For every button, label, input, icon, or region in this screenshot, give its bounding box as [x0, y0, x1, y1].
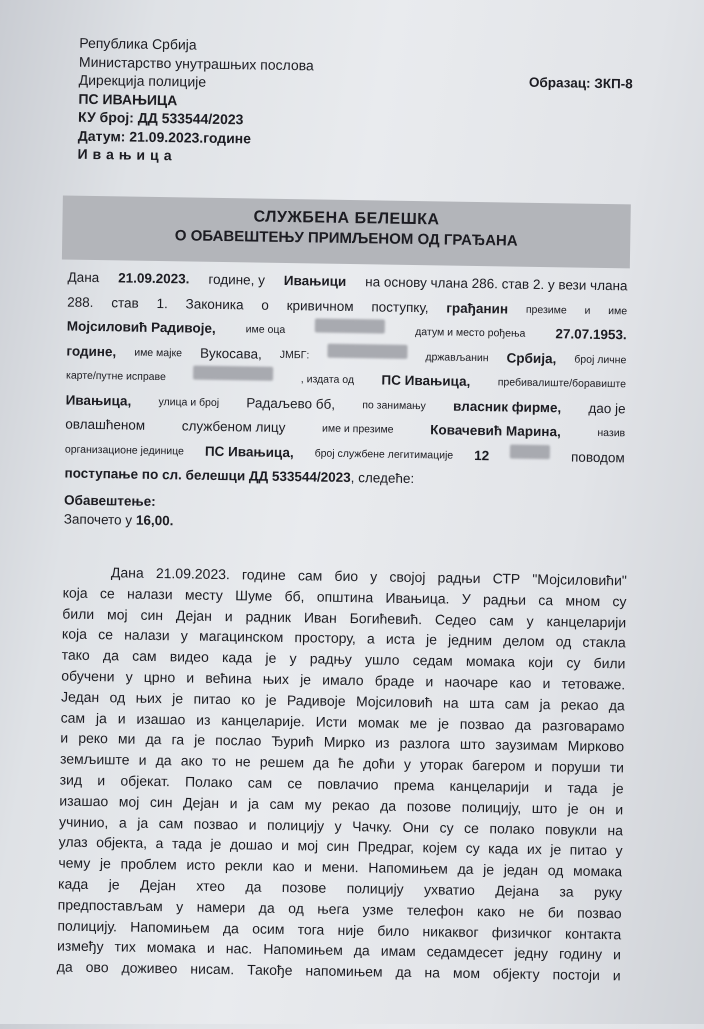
- statement-word: рекао: [331, 796, 370, 814]
- statement-word: Дејан: [175, 606, 213, 624]
- statement-word: и: [138, 751, 147, 769]
- statement-word: повлачио: [317, 775, 379, 793]
- statement-word: Иван: [303, 608, 337, 626]
- statement-word: годину: [558, 945, 603, 963]
- statement-word: рекли: [224, 857, 263, 874]
- statement-word: учинио,: [58, 813, 109, 830]
- statement-word: Такође: [247, 961, 293, 979]
- statement-word: њега: [317, 900, 350, 917]
- statement-word: од: [109, 689, 126, 706]
- statement-word: да: [222, 919, 240, 936]
- statement-word: га: [171, 731, 185, 748]
- header-directorate: Дирекција полиције: [78, 71, 207, 90]
- statement-word: Полако: [184, 773, 233, 791]
- statement-word: никаквог: [422, 922, 479, 940]
- statement-word: се: [287, 775, 303, 792]
- statement-word: је: [567, 800, 579, 817]
- intro-row: 288. став 1. Законика о кривичном поступку, грађанин презиме и име: [67, 294, 628, 317]
- statement-word: у: [615, 842, 623, 859]
- statement-word: радник: [245, 607, 292, 625]
- statement-word: делом: [503, 632, 545, 650]
- statement-word: имам: [380, 942, 416, 960]
- statement-word: објекту: [492, 965, 540, 983]
- statement-word: разлога: [399, 735, 451, 753]
- statement-word: мом: [452, 964, 481, 982]
- statement-word: браде: [374, 672, 415, 690]
- statement-word: послао: [215, 732, 262, 750]
- statement-word: да: [56, 958, 73, 975]
- statement-word: године: [241, 566, 286, 584]
- statement-word: да: [457, 860, 474, 878]
- statement-word: мном: [565, 592, 601, 609]
- statement-word: имало: [322, 671, 364, 689]
- statement-word: хтео: [196, 877, 226, 895]
- statement-word: питао: [193, 690, 231, 707]
- statement-word: било: [377, 922, 410, 939]
- statement-word: а: [155, 835, 164, 852]
- statement-word: били: [62, 605, 95, 622]
- statement-word: предпостављам: [57, 896, 163, 914]
- statement-word: момака: [465, 653, 516, 670]
- statement-word: телефон: [406, 901, 464, 919]
- statement-word: је: [265, 649, 277, 667]
- statement-word: тада: [171, 835, 203, 853]
- statement-word: на: [442, 694, 459, 711]
- statement-word: ме: [409, 714, 428, 731]
- statement-word: магацинском: [198, 628, 284, 646]
- statement-word: Напомињем: [263, 941, 343, 959]
- statement-word: ушло: [364, 651, 400, 669]
- statement-word: са: [538, 591, 554, 609]
- statement-word: СТР: [492, 570, 521, 587]
- statement-word: што: [531, 799, 558, 817]
- statement-word: не: [518, 903, 535, 920]
- statement-word: и: [615, 801, 624, 818]
- statement-word: син: [140, 606, 164, 623]
- statement-word: син: [149, 793, 173, 811]
- statement-word: седам: [412, 652, 453, 669]
- statement-word: ја: [137, 814, 149, 831]
- statement-word: позвао: [193, 815, 239, 832]
- statement-word: тако: [61, 646, 90, 664]
- statement-word: нисам.: [190, 960, 235, 978]
- statement-word: поруши: [551, 758, 601, 776]
- statement-word: он: [589, 800, 605, 817]
- statement-word: У: [461, 590, 471, 607]
- statement-word: на: [424, 964, 441, 981]
- statement-word: како: [476, 902, 506, 920]
- statement-word: Дана: [110, 564, 144, 581]
- statement-word: радњу: [309, 650, 353, 668]
- statement-word: Ђурић: [271, 733, 314, 750]
- intro-row: Мојсиловић Радивоје, име оца датум и место рођења 27.07.1953.: [66, 318, 627, 343]
- statement-word: и: [612, 967, 621, 984]
- statement-word: као: [509, 674, 532, 691]
- statement-word: Мојсиловић: [355, 692, 433, 711]
- statement-word: да: [380, 797, 397, 814]
- statement-word: ће: [338, 755, 355, 772]
- statement-word: контакта: [565, 925, 622, 942]
- statement-word: у: [370, 568, 378, 585]
- intro-row: Ивањица, улица и број Радаљево бб, по занимању власник фирме, дао је: [65, 392, 626, 416]
- header-city: Ивањица: [77, 145, 177, 164]
- statement-word: су: [566, 654, 581, 671]
- notice-started: Започето у 16,00.: [63, 511, 174, 528]
- statement-word: и: [229, 794, 238, 812]
- statement-word: Ивањица.: [385, 589, 450, 607]
- statement-word: их: [526, 841, 542, 858]
- statement-word: да: [155, 752, 172, 769]
- statement-word: објекат.: [120, 772, 170, 790]
- statement-word: повукли: [544, 820, 598, 838]
- intro-row: овлашћеном службеном лицу име и презиме Ковачевић Марина, назив: [65, 416, 626, 440]
- statement-word: проблем: [120, 855, 177, 873]
- statement-word: из: [196, 711, 211, 728]
- statement-word: наочаре: [444, 673, 499, 691]
- statement-word: између: [56, 937, 104, 955]
- statement-word: напомињем: [305, 962, 383, 980]
- statement-word: нас.: [225, 940, 253, 957]
- statement-word: то: [211, 753, 227, 770]
- statement-word: сам: [158, 814, 184, 832]
- statement-word: доживео: [121, 959, 178, 977]
- statement-word: седамдесет: [426, 943, 504, 961]
- statement-word: а: [366, 630, 375, 647]
- intro-row: године, име мајке Вукосава, ЈМБГ: држављанин Србија, број личне: [66, 343, 627, 366]
- statement-word: је: [172, 690, 184, 707]
- statement-word: и: [60, 729, 69, 747]
- statement-word: у: [334, 817, 342, 834]
- statement-word: момак: [357, 713, 400, 731]
- statement-word: сам: [247, 774, 273, 791]
- document-subtitle: О ОБАВЕШТЕЊУ ПРИМЉЕНОМ ОД ГРАЂАНА: [174, 227, 518, 250]
- statement-word: Чачку.: [352, 817, 393, 835]
- statement-word: и: [544, 779, 553, 796]
- statement-word: су: [465, 840, 480, 857]
- statement-word: која: [61, 625, 88, 643]
- statement-word: ово: [85, 959, 109, 976]
- statement-word: од: [288, 899, 304, 917]
- statement-word: радњи: [437, 569, 481, 587]
- statement-word: полицију: [346, 879, 404, 897]
- statement-word: багером: [471, 757, 526, 774]
- statement-word: када: [221, 649, 253, 666]
- statement-word: и: [542, 675, 551, 692]
- statement-word: Богићевић.: [349, 609, 423, 627]
- statement-word: разговарамо: [541, 716, 625, 734]
- statement-word: земљиште: [59, 750, 130, 768]
- statement-word: својој: [389, 568, 426, 586]
- statement-word: руку: [593, 883, 623, 901]
- statement-word: сам: [297, 567, 323, 584]
- statement-word: и: [281, 837, 290, 854]
- statement-word: бб,: [284, 587, 305, 605]
- statement-word: канцеларије.: [221, 711, 305, 729]
- statement-word: је: [108, 876, 120, 893]
- statement-word: мени.: [321, 858, 359, 876]
- statement-word: је: [550, 841, 562, 858]
- statement-word: Они: [402, 818, 430, 835]
- statement-word: Седео: [434, 610, 477, 628]
- statement-word: као: [272, 858, 295, 875]
- statement-word: Исти: [315, 713, 348, 730]
- header-date: Датум: 21.09.2023.године: [77, 127, 252, 146]
- statement-word: Један: [60, 688, 100, 705]
- document-title: СЛУЖБЕНА БЕЛЕШКА: [253, 208, 440, 229]
- statement-word: полицију,: [461, 798, 522, 816]
- intro-row: Дана 21.09.2023. године, у Ивањици на основу члана 286. став 2. у вези члана: [67, 269, 628, 294]
- statement-word: и: [97, 772, 106, 789]
- statement-word: Мирко: [323, 734, 366, 751]
- document-header: [77, 34, 314, 167]
- statement-text: [57, 562, 627, 987]
- statement-word: да: [353, 942, 370, 959]
- statement-word: дошао: [229, 836, 273, 854]
- statement-word: заузимам: [495, 736, 558, 754]
- intro-paragraph: [64, 266, 628, 537]
- statement-word: и: [425, 673, 434, 690]
- statement-word: стакла: [582, 634, 626, 651]
- statement-word: ја: [95, 709, 108, 726]
- statement-word: од: [555, 633, 572, 650]
- statement-word: зид: [59, 771, 83, 788]
- statement-word: намери: [196, 898, 246, 916]
- statement-word: ми: [117, 730, 136, 748]
- intro-row: поступање по сл. белешци ДД 533544/2023, следеће:: [64, 465, 415, 487]
- statement-word: и: [612, 946, 622, 963]
- statement-word: му: [304, 796, 322, 813]
- statement-word: чему: [58, 854, 91, 872]
- statement-word: сам: [489, 611, 514, 629]
- statement-word: и: [224, 607, 233, 624]
- redacted-field: [315, 318, 385, 333]
- redacted-field: [193, 366, 273, 381]
- statement-word: налази: [126, 585, 173, 603]
- statement-word: рекао: [560, 696, 599, 713]
- statement-word: да: [102, 647, 120, 664]
- statement-word: у: [180, 627, 189, 644]
- statement-word: мој: [118, 793, 140, 810]
- statement-word: мој: [297, 837, 319, 854]
- statement-word: био: [334, 567, 359, 585]
- form-code: Образац: ЗКП-8: [528, 74, 633, 92]
- statement-word: општина: [316, 588, 374, 606]
- statement-word: и: [117, 709, 126, 727]
- statement-word: за: [559, 883, 574, 900]
- statement-word: полако: [489, 819, 535, 837]
- statement-word: су: [439, 819, 454, 836]
- statement-word: њих: [135, 689, 162, 706]
- statement-word: шта: [468, 694, 495, 712]
- statement-word: момака: [573, 862, 623, 880]
- redacted-field: [327, 343, 407, 358]
- statement-word: Напомињем: [130, 918, 210, 936]
- intro-row: карте/путне исправе , издата од ПС Ивањица, пребивалиште/боравиште: [66, 364, 626, 397]
- statement-word: полицију.: [57, 917, 118, 934]
- statement-word: ја: [539, 695, 551, 712]
- statement-word: питао: [569, 841, 608, 859]
- statement-word: је: [194, 731, 206, 749]
- statement-word: били: [593, 655, 626, 672]
- intro-row: организационе јединице ПС Ивањица, број службене легитимације 12 поводом: [64, 443, 625, 465]
- statement-word: решем: [259, 753, 305, 771]
- statement-word: Дејан: [139, 876, 177, 894]
- statement-word: је: [210, 836, 222, 853]
- statement-word: исто: [186, 856, 216, 874]
- statement-word: да: [313, 754, 330, 771]
- statement-word: позове: [281, 878, 327, 896]
- statement-word: се: [99, 584, 115, 602]
- statement-word: није: [337, 921, 365, 938]
- statement-word: њих: [262, 670, 290, 688]
- statement-word: изашао: [59, 792, 109, 810]
- statement-word: ако: [180, 752, 203, 769]
- statement-word: што: [459, 736, 486, 753]
- statement-word: у: [526, 612, 534, 629]
- statement-word: иста: [385, 631, 415, 648]
- statement-word: који: [528, 654, 554, 671]
- statement-word: тада: [567, 779, 598, 796]
- statement-word: радњи: [482, 590, 527, 608]
- statement-word: ти: [609, 759, 625, 776]
- statement-word: доћи: [363, 755, 395, 772]
- statement-word: да: [245, 878, 262, 895]
- statement-word: и: [248, 816, 257, 833]
- statement-word: полицију: [266, 816, 325, 834]
- statement-word: и: [534, 758, 543, 775]
- statement-word: изашао: [136, 710, 186, 728]
- statement-word: позвао: [459, 715, 505, 733]
- statement-word: позове: [406, 797, 452, 815]
- statement-word: је: [612, 780, 624, 797]
- notice-block: [64, 490, 625, 537]
- statement-word: не: [234, 753, 251, 770]
- statement-word: и: [304, 858, 313, 875]
- statement-word: црно: [143, 668, 176, 686]
- statement-word: сам: [269, 795, 295, 812]
- statement-word: тетоваже.: [561, 675, 626, 693]
- statement-word: и: [206, 940, 215, 957]
- statement-word: је: [99, 855, 112, 872]
- statement-word: је: [300, 671, 312, 688]
- statement-word: тога: [297, 920, 325, 938]
- statement-word: једну: [514, 945, 549, 962]
- statement-word: ја: [247, 795, 260, 812]
- statement-word: сам: [60, 709, 86, 726]
- statement-word: 21.09.2023.: [155, 564, 230, 583]
- statement-word: позвао: [577, 904, 622, 922]
- statement-word: тих: [114, 938, 136, 956]
- statement-word: уторак: [419, 756, 463, 774]
- statement-word: је: [425, 631, 438, 648]
- statement-word: постоји: [552, 966, 600, 984]
- statement-word: је: [437, 715, 450, 732]
- statement-word: је: [483, 861, 495, 878]
- statement-word: када: [488, 840, 519, 858]
- statement-word: која: [62, 584, 88, 601]
- statement-word: Шуме: [235, 587, 273, 604]
- document-title-band: [62, 195, 631, 268]
- statement-word: канцеларији: [449, 777, 530, 795]
- redacted-field: [510, 444, 550, 459]
- statement-word: када: [57, 875, 89, 892]
- statement-word: месту: [184, 586, 224, 603]
- statement-word: реко: [78, 730, 109, 747]
- statement-word: су: [612, 592, 627, 610]
- statement-word: осим: [252, 920, 285, 937]
- statement-word: један: [503, 861, 539, 879]
- statement-word: узме: [362, 901, 394, 918]
- statement-word: би: [547, 903, 564, 921]
- statement-word: објекта,: [96, 834, 148, 852]
- statement-word: момака: [146, 939, 197, 957]
- statement-word: улаз: [58, 833, 88, 851]
- statement-word: сам: [132, 647, 157, 665]
- statement-word: ко: [241, 691, 256, 708]
- statement-word: да: [258, 899, 275, 916]
- statement-word: од: [547, 862, 564, 879]
- statement-word: простору,: [294, 629, 356, 647]
- statement-word: физичког: [491, 923, 552, 941]
- header-ministry: Министарство унутрашњих послова: [78, 53, 314, 73]
- statement-word: обучени: [61, 667, 115, 685]
- statement-word: а: [118, 814, 127, 831]
- statement-word: у: [289, 650, 297, 667]
- statement-word: Дејана: [495, 882, 540, 899]
- statement-word: којем: [422, 839, 458, 857]
- statement-word: већина: [205, 669, 252, 687]
- statement-word: сам: [504, 695, 530, 712]
- statement-word: у: [125, 668, 133, 685]
- statement-word: да: [515, 716, 532, 733]
- statement-word: једним: [448, 631, 493, 649]
- notice-label: Обавештење:: [64, 492, 156, 509]
- statement-word: на: [607, 821, 624, 838]
- header-republic: Република Србија: [79, 34, 197, 53]
- statement-word: Мирково: [567, 737, 625, 755]
- statement-word: се: [98, 626, 114, 643]
- statement-word: да: [395, 963, 412, 981]
- statement-word: у: [403, 756, 412, 773]
- statement-word: син: [326, 838, 350, 855]
- statement-word: се: [464, 819, 480, 836]
- statement-word: Радивоје: [286, 691, 346, 709]
- statement-word: је: [265, 691, 277, 708]
- statement-word: "Мојсиловићи": [532, 570, 627, 589]
- statement-word: да: [145, 731, 162, 748]
- statement-word: канцеларији: [546, 612, 627, 630]
- statement-word: да: [608, 696, 625, 714]
- statement-word: према: [393, 776, 435, 794]
- header-station: ПС ИВАЊИЦА: [78, 90, 178, 108]
- statement-word: ухватио: [423, 881, 475, 898]
- statement-word: и: [186, 669, 195, 686]
- statement-word: из: [375, 734, 390, 752]
- statement-word: Дејан: [183, 794, 220, 811]
- statement-word: Предраг,: [357, 838, 415, 856]
- statement-word: видео: [169, 648, 209, 666]
- statement-word: у: [176, 898, 184, 915]
- statement-word: Напомињем: [368, 859, 448, 877]
- statement-word: мој: [106, 605, 128, 623]
- statement-word: налази: [124, 626, 170, 644]
- header-ku-number: КУ број: ДД 533544/2023: [78, 108, 244, 128]
